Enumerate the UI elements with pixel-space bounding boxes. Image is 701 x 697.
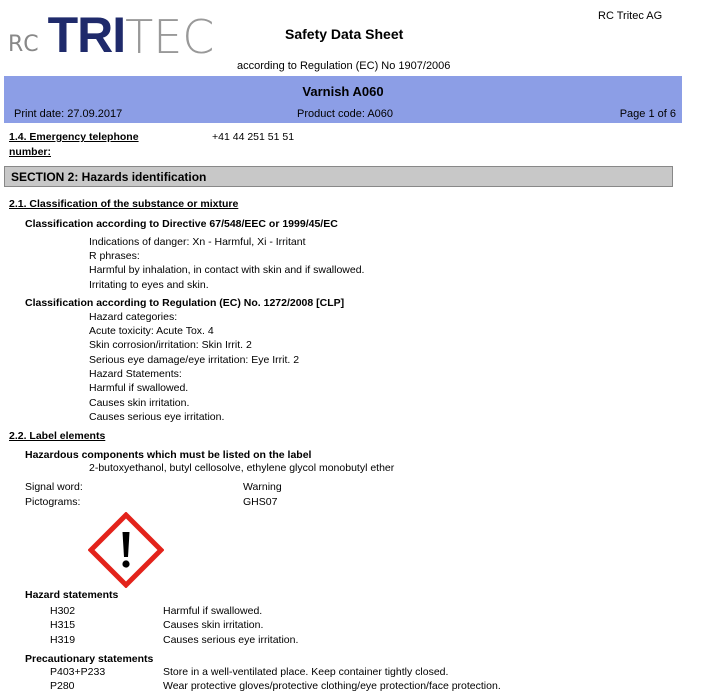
product-name: Varnish A060 <box>302 84 384 99</box>
emergency-label-1: 1.4. Emergency telephone <box>9 131 139 143</box>
product-banner <box>4 76 682 123</box>
hazard-statements-heading: Hazard statements <box>25 589 119 601</box>
section-2-title: SECTION 2: Hazards identification <box>11 170 207 184</box>
precaution-text: Wear protective gloves/protective clothing/eye protection/face protection. <box>163 680 501 692</box>
hazard-text: Harmful if swallowed. <box>163 605 263 617</box>
clp-line: Hazard categories: <box>89 311 178 323</box>
section-2-header <box>4 166 673 187</box>
directive-line: Indications of danger: Xn - Harmful, Xi - Irritant <box>89 236 306 248</box>
hazard-text: Causes serious eye irritation. <box>163 634 299 646</box>
components-value: 2-butoxyethanol, butyl cellosolve, ethylene glycol monobutyl ether <box>89 462 395 474</box>
emergency-phone: +41 44 251 51 51 <box>212 131 295 143</box>
precaution-text: Store in a well-ventilated place. Keep container tightly closed. <box>163 666 449 678</box>
clp-line: Acute toxicity: Acute Tox. 4 <box>89 325 214 337</box>
clp-line: Skin corrosion/irritation: Skin Irrit. 2 <box>89 339 252 351</box>
clp-line: Causes skin irritation. <box>89 397 190 409</box>
precautionary-statements-heading: Precautionary statements <box>25 653 154 665</box>
product-code: Product code: A060 <box>297 108 394 120</box>
subsection-2-1-title: 2.1. Classification of the substance or mixture <box>9 198 239 210</box>
emergency-label-2: number: <box>9 146 51 158</box>
clp-line: Causes serious eye irritation. <box>89 411 225 423</box>
hazard-code: H319 <box>50 634 76 646</box>
pictograms-label: Pictograms: <box>25 496 81 508</box>
clp-heading: Classification according to Regulation (EC) No. 1272/2008 [CLP] <box>25 297 345 309</box>
directive-line: R phrases: <box>89 250 140 262</box>
components-heading: Hazardous components which must be listed on the label <box>25 449 312 461</box>
signal-word-label: Signal word: <box>25 481 83 493</box>
clp-line: Harmful if swallowed. <box>89 382 189 394</box>
hazard-code: H315 <box>50 619 76 631</box>
hazard-code: H302 <box>50 605 76 617</box>
company-logo <box>8 7 215 64</box>
ghs07-exclamation-icon <box>88 512 164 588</box>
clp-line: Hazard Statements: <box>89 368 182 380</box>
subsection-2-2-title: 2.2. Label elements <box>9 430 106 442</box>
precaution-code: P403+P233 <box>50 666 106 678</box>
precaution-code: P280 <box>50 680 75 692</box>
logo-rc: RC <box>8 32 40 57</box>
pictograms-value: GHS07 <box>243 496 278 508</box>
logo-tri: TRI <box>47 7 126 63</box>
hazard-text: Causes skin irritation. <box>163 619 264 631</box>
directive-line: Harmful by inhalation, in contact with skin and if swallowed. <box>89 264 365 276</box>
company-name: RC Tritec AG <box>598 10 663 22</box>
page-number: Page 1 of 6 <box>619 108 676 120</box>
directive-line: Irritating to eyes and skin. <box>89 279 209 291</box>
clp-line: Serious eye damage/eye irritation: Eye Irrit. 2 <box>89 354 300 366</box>
signal-word-value: Warning <box>243 481 282 493</box>
logo-tec: TEC <box>125 10 215 64</box>
directive-heading: Classification according to Directive 67/548/EEC or 1999/45/EC <box>25 218 338 230</box>
regulation-line: according to Regulation (EC) No 1907/2006 <box>237 60 451 72</box>
document-title: Safety Data Sheet <box>285 26 404 42</box>
print-date: Print date: 27.09.2017 <box>14 108 123 120</box>
